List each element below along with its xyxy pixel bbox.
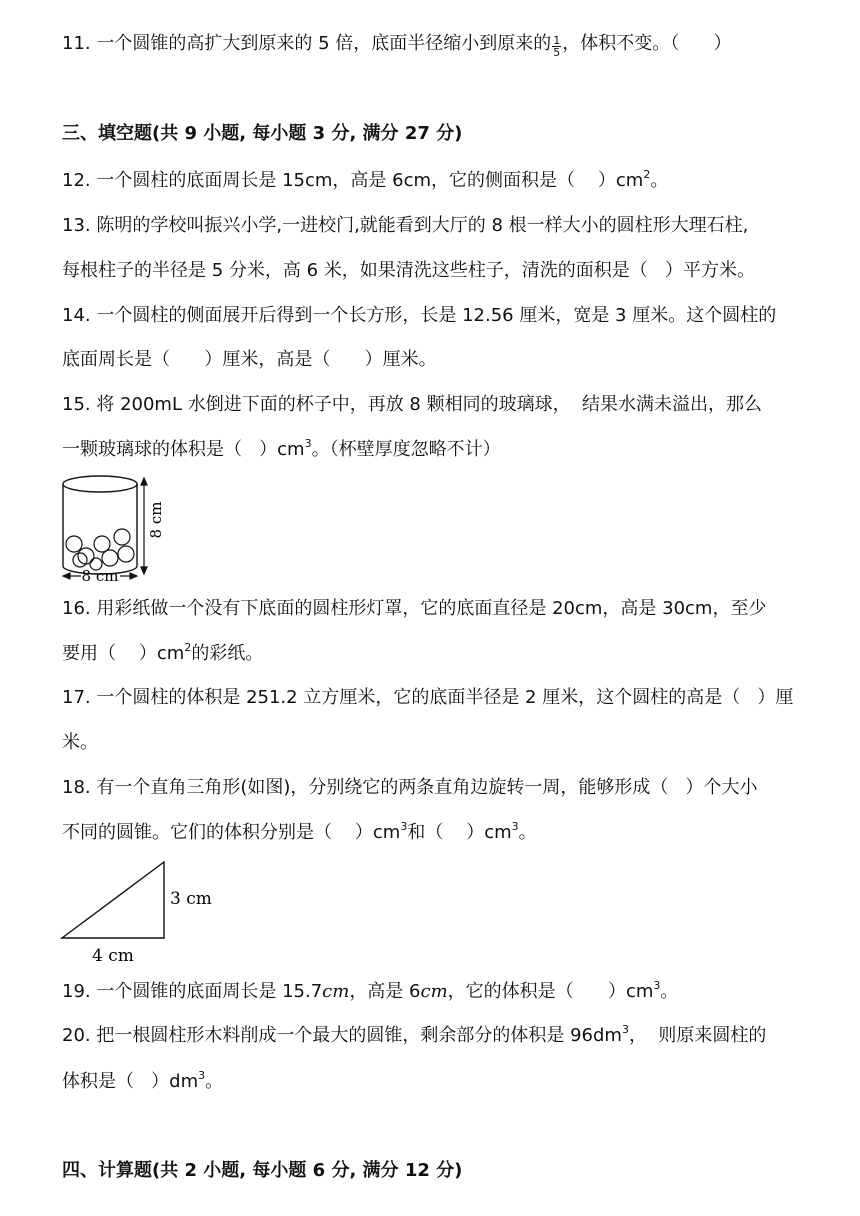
right-triangle-figure [58, 856, 228, 968]
question-17-line-1: 17. 一个圆柱的体积是 251.2 立方厘米，它的底面半径是 2 厘米，这个圆柱的高是（ ）厘 [62, 687, 794, 708]
section-4-heading: 四、计算题(共 2 小题, 每小题 6 分, 满分 12 分) [62, 1160, 463, 1181]
q20-text-c: 体积是（ ）dm [62, 1071, 199, 1092]
q16-text-a: 要用（ ）cm [62, 643, 185, 664]
question-12 [62, 169, 668, 193]
q19-unit-1: cm [322, 981, 350, 1002]
fraction-denominator: 5 [553, 46, 561, 59]
q19-text-b: ，高是 6 [349, 981, 421, 1002]
q19-text-c: ，它的体积是（ ）cm [447, 981, 654, 1002]
q18-superscript-1: 3 [400, 820, 408, 833]
cup-with-marbles-figure [58, 470, 178, 585]
question-14-line-2: 底面周长是（ ）厘米，高是（ ）厘米。 [62, 349, 437, 370]
question-16-line-2 [62, 642, 263, 666]
q11-text-before-fraction: 11. 一个圆锥的高扩大到原来的 5 倍，底面半径缩小到原来的 [62, 33, 552, 54]
q20-text-d: 。 [205, 1071, 224, 1092]
q18-text-b: 和（ ）cm [407, 822, 512, 843]
question-15-line-1: 15. 将 200mL 水倒进下面的杯子中，再放 8 颗相同的玻璃球， 结果水满未溢出，那么 [62, 394, 763, 415]
question-18-line-1: 18. 有一个直角三角形(如图)，分别绕它的两条直角边旋转一周，能够形成（ ）个大小 [62, 777, 758, 798]
triangle-base-label: 4 cm [92, 946, 134, 966]
q20-text-a: 20. 把一根圆柱形木料削成一个最大的圆锥，剩余部分的体积是 96dm [62, 1025, 622, 1046]
question-16-line-1: 16. 用彩纸做一个没有下底面的圆柱形灯罩，它的底面直径是 20cm，高是 30cm，至少 [62, 598, 767, 619]
q19-superscript: 3 [653, 979, 661, 992]
question-18-line-2 [62, 821, 537, 845]
q19-text-a: 19. 一个圆锥的底面周长是 15.7 [62, 981, 323, 1002]
q11-text-after-fraction: ，体积不变。（ ） [562, 33, 732, 54]
right-triangle [62, 862, 164, 938]
fraction-one-fifth [552, 35, 561, 58]
section-3-heading: 三、填空题(共 9 小题, 每小题 3 分, 满分 27 分) [62, 123, 463, 144]
question-13-line-2: 每根柱子的半径是 5 分米，高 6 米，如果清洗这些柱子，清洗的面积是（ ）平方米。 [62, 260, 755, 281]
question-20-line-1 [62, 1024, 766, 1048]
q18-text-a: 不同的圆锥。它们的体积分别是（ ）cm [62, 822, 401, 843]
question-17-line-2: 米。 [62, 732, 98, 753]
question-13-line-1: 13. 陈明的学校叫振兴小学,一进校门,就能看到大厅的 8 根一样大小的圆柱形大理石柱, [62, 215, 749, 236]
q20-superscript-2: 3 [198, 1069, 206, 1082]
question-14-line-1: 14. 一个圆柱的侧面展开后得到一个长方形，长是 12.56 厘米，宽是 3 厘米。这个圆柱的 [62, 305, 777, 326]
q16-text-b: 的彩纸。 [191, 643, 264, 664]
cup-top-rim [63, 476, 137, 492]
question-11 [62, 32, 732, 59]
q20-text-b: ， 则原来圆柱的 [628, 1025, 767, 1046]
q12-superscript: 2 [643, 168, 651, 181]
cup-width-label: 8 cm [81, 567, 119, 585]
glass-marbles [66, 529, 134, 570]
q18-text-c: 。 [518, 822, 537, 843]
triangle-side-label: 3 cm [170, 889, 212, 909]
question-15-line-2 [62, 438, 501, 462]
q16-superscript: 2 [184, 641, 192, 654]
cup-height-label: 8 cm [147, 501, 165, 539]
q19-text-d: 。 [660, 981, 679, 1002]
q12-text: 12. 一个圆柱的底面周长是 15cm，高是 6cm，它的侧面积是（ ）cm [62, 170, 644, 191]
question-20-line-2 [62, 1070, 223, 1094]
fraction-numerator: 1 [553, 34, 561, 47]
q12-end: 。 [650, 170, 669, 191]
question-19 [62, 980, 678, 1004]
q15-text-b: 。（杯壁厚度忽略不计） [311, 439, 501, 460]
q15-text-a: 一颗玻璃球的体积是（ ）cm [62, 439, 305, 460]
q20-superscript-1: 3 [621, 1023, 629, 1036]
q19-unit-2: cm [420, 981, 448, 1002]
q15-superscript: 3 [304, 437, 312, 450]
q18-superscript-2: 3 [511, 820, 519, 833]
